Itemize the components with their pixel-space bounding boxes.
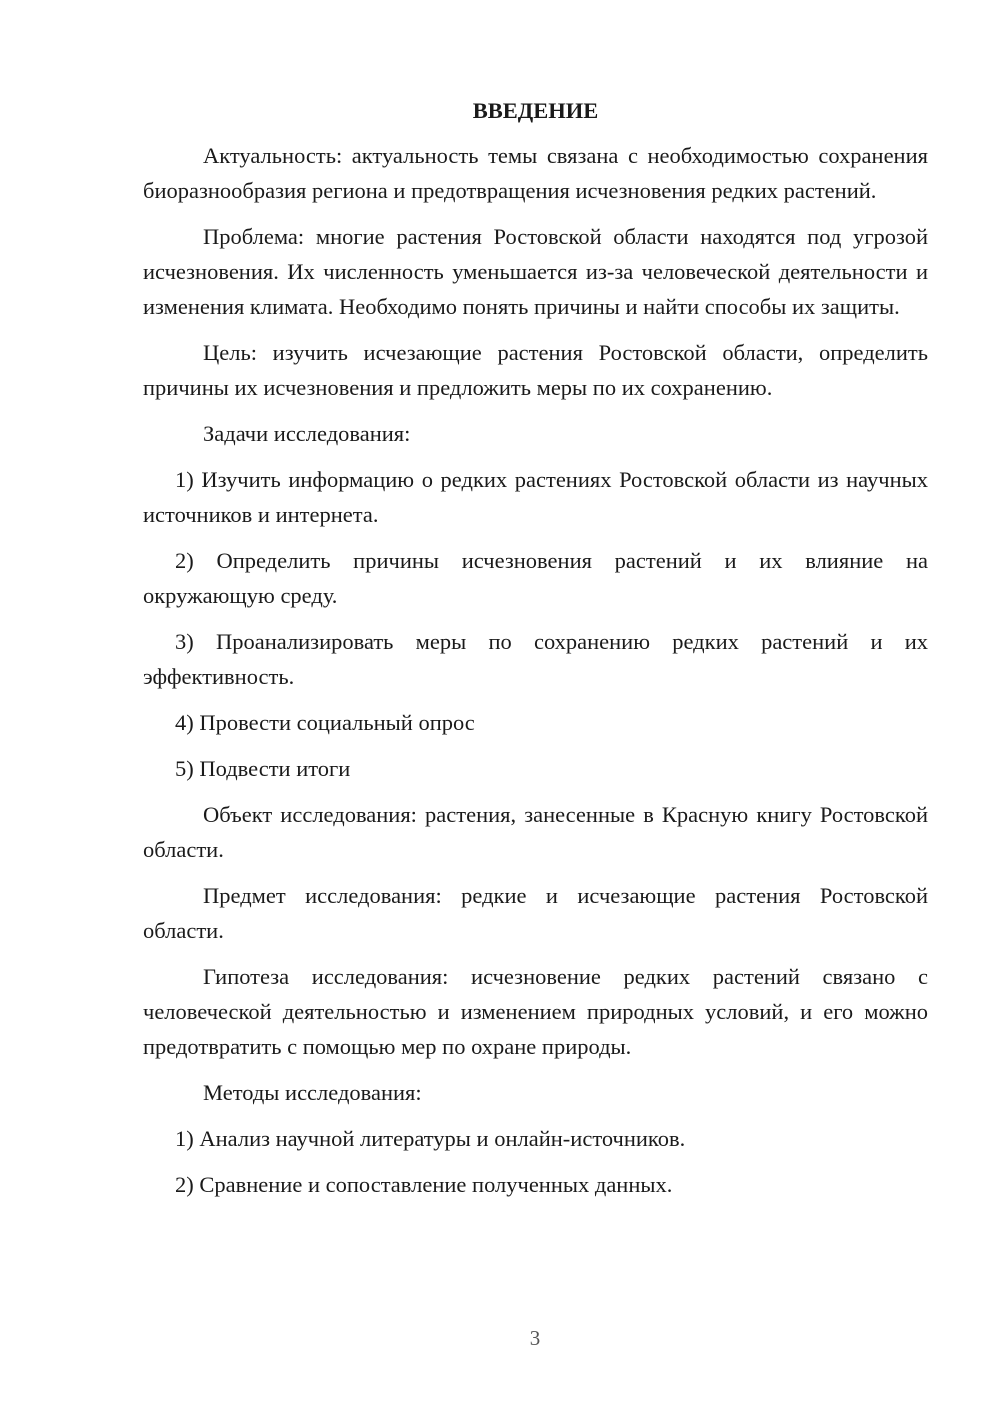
relevance-paragraph: Актуальность: актуальность темы связана с необходимостью сохранения биоразнообразия региона и предотвращения исчезновения редких растений. <box>143 143 928 203</box>
problem-paragraph: Проблема: многие растения Ростовской области находятся под угрозой исчезновения. Их численность уменьшается из-за человеческой деятельности и изменения климата. Необходимо понять причины и найти способы их защиты. <box>143 224 928 319</box>
page-number: 3 <box>529 1326 541 1350</box>
task-item: 5) Подвести итоги <box>175 756 351 781</box>
object-paragraph: Объект исследования: растения, занесенные в Красную книгу Ростовской области. <box>143 802 928 862</box>
goal-paragraph: Цель: изучить исчезающие растения Ростовской области, определить причины их исчезновения и предложить меры по их сохранению. <box>143 340 928 400</box>
method-item: 1) Анализ научной литературы и онлайн-источников. <box>175 1126 686 1151</box>
task-item: 2) Определить причины исчезновения растений и их влияние на окружающую среду. <box>143 548 928 608</box>
tasks-title: Задачи исследования: <box>203 421 411 446</box>
task-item: 3) Проанализировать меры по сохранению редких растений и их эффективность. <box>143 629 928 689</box>
subject-paragraph: Предмет исследования: редкие и исчезающие растения Ростовской области. <box>143 883 928 943</box>
hypothesis-paragraph: Гипотеза исследования: исчезновение редких растений связано с человеческой деятельностью и изменением природных условий, и его можно предотвратить с помощью мер по охране природы. <box>143 964 928 1059</box>
method-item: 2) Сравнение и сопоставление полученных данных. <box>175 1172 673 1197</box>
methods-title: Методы исследования: <box>203 1080 422 1105</box>
task-item: 1) Изучить информацию о редких растениях Ростовской области из научных источников и интернета. <box>143 467 928 527</box>
task-item: 4) Провести социальный опрос <box>175 710 475 735</box>
page-content <box>143 93 928 1213</box>
section-heading: ВВЕДЕНИЕ <box>472 98 599 123</box>
